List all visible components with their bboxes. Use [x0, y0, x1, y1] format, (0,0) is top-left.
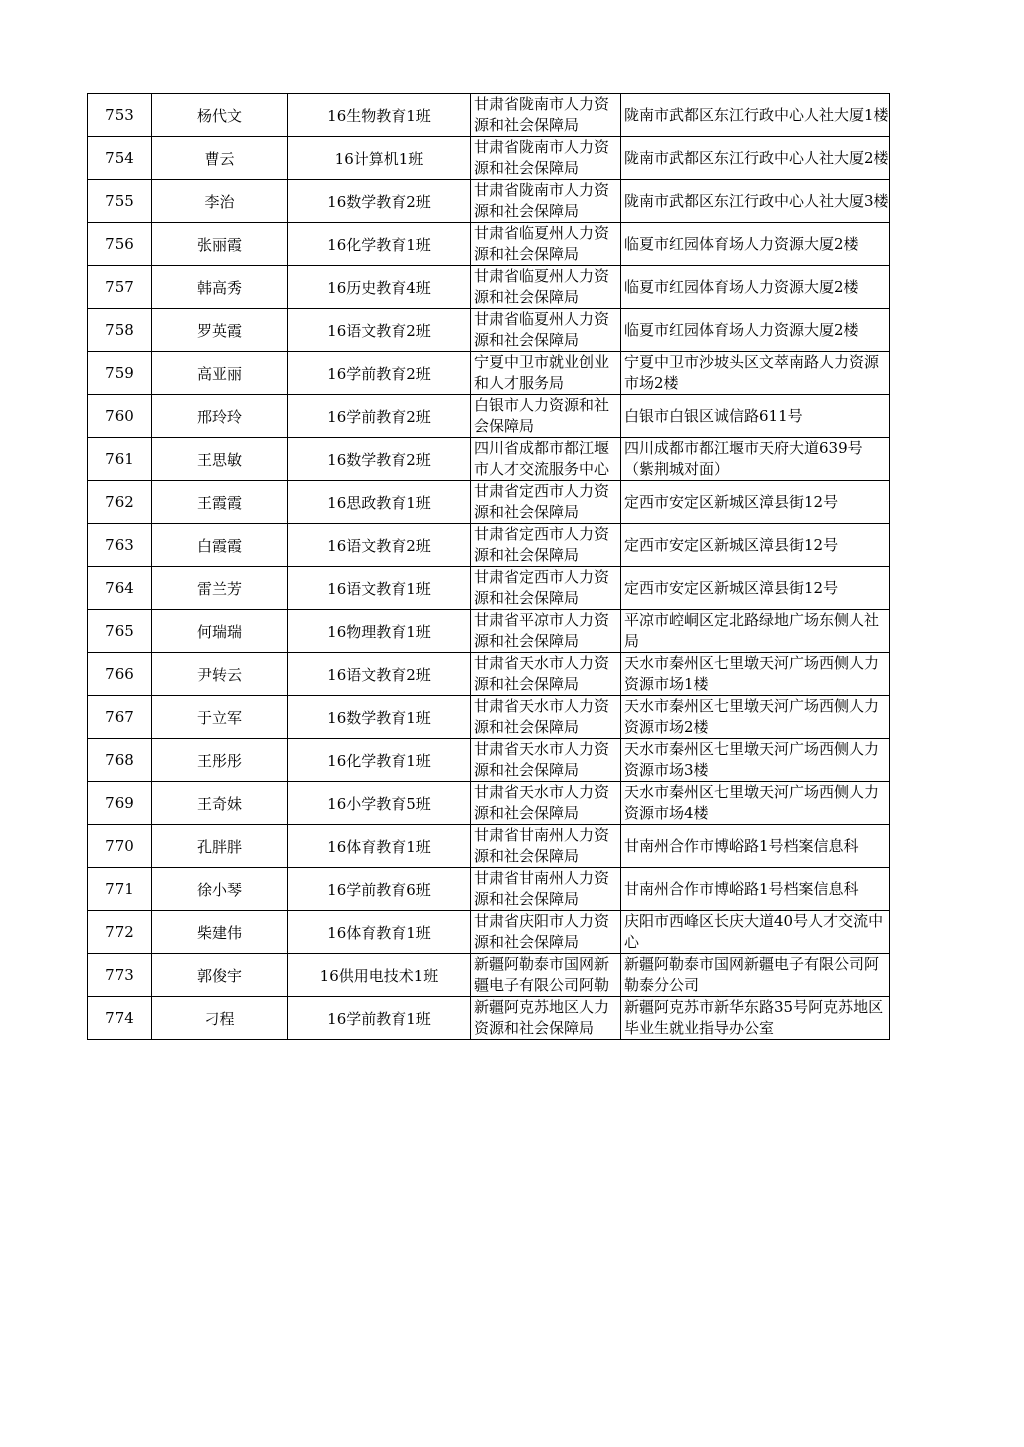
name-cell: 罗英霞: [152, 309, 288, 352]
name-cell: 尹转云: [152, 653, 288, 696]
organization-cell-text: 新疆阿勒泰市国网新疆电子有限公司阿勒: [474, 955, 610, 994]
organization-cell-text: 甘肃省临夏州人力资源和社会保障局: [474, 267, 610, 306]
address-cell-text: 天水市秦州区七里墩天河广场西侧人力资源市场4楼: [624, 783, 880, 822]
table-row: [88, 954, 890, 997]
table-row: [88, 137, 890, 180]
class-cell: 16学前教育2班: [288, 395, 471, 438]
organization-cell: [471, 137, 621, 180]
row-number-cell: 770: [88, 825, 152, 868]
row-number-cell: 764: [88, 567, 152, 610]
address-cell-text: 陇南市武都区东江行政中心人社大厦1楼: [624, 105, 889, 124]
row-number-cell: 765: [88, 610, 152, 653]
row-number-cell: 766: [88, 653, 152, 696]
address-cell: [621, 997, 890, 1040]
name-cell: 白霞霞: [152, 524, 288, 567]
class-cell: 16生物教育1班: [288, 94, 471, 137]
table-row: [88, 223, 890, 266]
address-cell-text: 定西市安定区新城区漳县街12号: [624, 578, 839, 597]
organization-cell-text: 甘肃省临夏州人力资源和社会保障局: [474, 310, 610, 349]
address-cell: [621, 94, 890, 137]
table-row: [88, 997, 890, 1040]
organization-cell-text: 白银市人力资源和社会保障局: [474, 396, 610, 435]
address-cell-text: 陇南市武都区东江行政中心人社大厦2楼: [624, 148, 889, 167]
address-cell: [621, 782, 890, 825]
address-cell-text: 陇南市武都区东江行政中心人社大厦3楼: [624, 191, 889, 210]
organization-cell: [471, 997, 621, 1040]
address-cell: [621, 438, 890, 481]
name-cell: 于立军: [152, 696, 288, 739]
table-row: [88, 524, 890, 567]
class-cell: 16学前教育6班: [288, 868, 471, 911]
row-number-cell: 755: [88, 180, 152, 223]
table-row: [88, 481, 890, 524]
name-cell: 王霞霞: [152, 481, 288, 524]
table-row: [88, 180, 890, 223]
organization-cell-text: 甘肃省陇南市人力资源和社会保障局: [474, 138, 610, 177]
class-cell: 16化学教育1班: [288, 223, 471, 266]
class-cell: 16体育教育1班: [288, 825, 471, 868]
row-number-cell: 767: [88, 696, 152, 739]
address-cell-text: 天水市秦州区七里墩天河广场西侧人力资源市场2楼: [624, 697, 880, 736]
row-number-cell: 771: [88, 868, 152, 911]
organization-cell: [471, 223, 621, 266]
organization-cell: [471, 524, 621, 567]
row-number-cell: 753: [88, 94, 152, 137]
organization-cell: [471, 94, 621, 137]
address-cell-text: 新疆阿克苏市新华东路35号阿克苏地区毕业生就业指导办公室: [624, 998, 884, 1037]
organization-cell-text: 甘肃省天水市人力资源和社会保障局: [474, 740, 610, 779]
table-row: [88, 352, 890, 395]
address-cell-text: 天水市秦州区七里墩天河广场西侧人力资源市场3楼: [624, 740, 880, 779]
class-cell: 16语文教育1班: [288, 567, 471, 610]
name-cell: 雷兰芳: [152, 567, 288, 610]
organization-cell: [471, 954, 621, 997]
address-cell: [621, 266, 890, 309]
address-cell: [621, 868, 890, 911]
name-cell: 高亚丽: [152, 352, 288, 395]
address-cell-text: 甘南州合作市博峪路1号档案信息科: [624, 879, 859, 898]
class-cell: 16学前教育2班: [288, 352, 471, 395]
table-row: [88, 610, 890, 653]
name-cell: 李治: [152, 180, 288, 223]
organization-cell: [471, 911, 621, 954]
name-cell: 徐小琴: [152, 868, 288, 911]
row-number-cell: 760: [88, 395, 152, 438]
row-number-cell: 774: [88, 997, 152, 1040]
organization-cell: [471, 610, 621, 653]
table-row: [88, 782, 890, 825]
table-row: [88, 653, 890, 696]
name-cell: 孔胖胖: [152, 825, 288, 868]
name-cell: 刁程: [152, 997, 288, 1040]
table-row: [88, 438, 890, 481]
address-cell: [621, 911, 890, 954]
class-cell: 16数学教育2班: [288, 438, 471, 481]
organization-cell: [471, 868, 621, 911]
name-cell: 韩高秀: [152, 266, 288, 309]
address-cell: [621, 481, 890, 524]
class-cell: 16历史教育4班: [288, 266, 471, 309]
class-cell: 16数学教育2班: [288, 180, 471, 223]
organization-cell-text: 四川省成都市都江堰市人才交流服务中心: [474, 439, 610, 478]
table-row: [88, 266, 890, 309]
organization-cell: [471, 352, 621, 395]
address-cell: [621, 352, 890, 395]
organization-cell-text: 甘肃省庆阳市人力资源和社会保障局: [474, 912, 610, 951]
name-cell: 邢玲玲: [152, 395, 288, 438]
organization-cell: [471, 266, 621, 309]
row-number-cell: 769: [88, 782, 152, 825]
address-cell-text: 白银市白银区诚信路611号: [624, 406, 803, 425]
organization-cell-text: 甘肃省甘南州人力资源和社会保障局: [474, 869, 610, 908]
name-cell: 杨代文: [152, 94, 288, 137]
address-cell-text: 庆阳市西峰区长庆大道40号人才交流中心: [624, 912, 884, 951]
class-cell: 16物理教育1班: [288, 610, 471, 653]
class-cell: 16供用电技术1班: [288, 954, 471, 997]
name-cell: 郭俊宇: [152, 954, 288, 997]
address-cell-text: 临夏市红园体育场人力资源大厦2楼: [624, 234, 859, 253]
address-cell-text: 天水市秦州区七里墩天河广场西侧人力资源市场1楼: [624, 654, 880, 693]
address-cell: [621, 610, 890, 653]
name-cell: 柴建伟: [152, 911, 288, 954]
address-cell-text: 临夏市红园体育场人力资源大厦2楼: [624, 277, 859, 296]
address-cell-text: 平凉市崆峒区定北路绿地广场东侧人社局: [624, 611, 880, 650]
class-cell: 16计算机1班: [288, 137, 471, 180]
organization-cell: [471, 567, 621, 610]
class-cell: 16思政教育1班: [288, 481, 471, 524]
address-cell-text: 宁夏中卫市沙坡头区文萃南路人力资源市场2楼: [624, 353, 880, 392]
address-cell: [621, 524, 890, 567]
class-cell: 16语文教育2班: [288, 309, 471, 352]
table-row: [88, 696, 890, 739]
organization-cell-text: 甘肃省陇南市人力资源和社会保障局: [474, 181, 610, 220]
organization-cell: [471, 782, 621, 825]
organization-cell-text: 甘肃省平凉市人力资源和社会保障局: [474, 611, 610, 650]
table-row: [88, 911, 890, 954]
organization-cell: [471, 653, 621, 696]
name-cell: 曹云: [152, 137, 288, 180]
name-cell: 王奇妹: [152, 782, 288, 825]
organization-cell: [471, 309, 621, 352]
organization-cell-text: 甘肃省天水市人力资源和社会保障局: [474, 654, 610, 693]
name-cell: 张丽霞: [152, 223, 288, 266]
address-cell: [621, 954, 890, 997]
address-cell-text: 新疆阿勒泰市国网新疆电子有限公司阿勒泰分公司: [624, 955, 880, 994]
name-cell: 王思敏: [152, 438, 288, 481]
table-body: [88, 94, 890, 1040]
address-cell: [621, 739, 890, 782]
address-cell-text: 定西市安定区新城区漳县街12号: [624, 535, 839, 554]
table-row: [88, 739, 890, 782]
row-number-cell: 757: [88, 266, 152, 309]
organization-cell-text: 甘肃省甘南州人力资源和社会保障局: [474, 826, 610, 865]
organization-cell-text: 甘肃省天水市人力资源和社会保障局: [474, 697, 610, 736]
address-cell-text: 甘南州合作市博峪路1号档案信息科: [624, 836, 859, 855]
row-number-cell: 768: [88, 739, 152, 782]
row-number-cell: 754: [88, 137, 152, 180]
table-row: [88, 868, 890, 911]
organization-cell-text: 宁夏中卫市就业创业和人才服务局: [474, 353, 610, 392]
organization-cell-text: 甘肃省临夏州人力资源和社会保障局: [474, 224, 610, 263]
organization-cell: [471, 395, 621, 438]
address-cell: [621, 309, 890, 352]
organization-cell: [471, 180, 621, 223]
address-cell: [621, 223, 890, 266]
class-cell: 16语文教育2班: [288, 653, 471, 696]
name-cell: 王彤彤: [152, 739, 288, 782]
address-cell: [621, 137, 890, 180]
address-cell: [621, 180, 890, 223]
address-cell-text: 临夏市红园体育场人力资源大厦2楼: [624, 320, 859, 339]
row-number-cell: 763: [88, 524, 152, 567]
organization-cell: [471, 438, 621, 481]
organization-cell-text: 甘肃省定西市人力资源和社会保障局: [474, 482, 610, 521]
class-cell: 16学前教育1班: [288, 997, 471, 1040]
row-number-cell: 762: [88, 481, 152, 524]
table-row: [88, 395, 890, 438]
organization-cell: [471, 696, 621, 739]
name-cell: 何瑞瑞: [152, 610, 288, 653]
organization-cell: [471, 739, 621, 782]
organization-cell: [471, 825, 621, 868]
organization-cell-text: 甘肃省天水市人力资源和社会保障局: [474, 783, 610, 822]
table-row: [88, 567, 890, 610]
row-number-cell: 772: [88, 911, 152, 954]
address-cell: [621, 653, 890, 696]
address-cell: [621, 395, 890, 438]
table-row: [88, 309, 890, 352]
organization-cell: [471, 481, 621, 524]
row-number-cell: 761: [88, 438, 152, 481]
table-row: [88, 825, 890, 868]
address-cell: [621, 825, 890, 868]
table-row: [88, 94, 890, 137]
organization-cell-text: 甘肃省陇南市人力资源和社会保障局: [474, 95, 610, 134]
organization-cell-text: 新疆阿克苏地区人力资源和社会保障局: [474, 998, 610, 1037]
class-cell: 16语文教育2班: [288, 524, 471, 567]
address-cell: [621, 567, 890, 610]
data-table: [87, 93, 890, 1040]
class-cell: 16化学教育1班: [288, 739, 471, 782]
address-cell: [621, 696, 890, 739]
row-number-cell: 773: [88, 954, 152, 997]
row-number-cell: 758: [88, 309, 152, 352]
class-cell: 16数学教育1班: [288, 696, 471, 739]
class-cell: 16体育教育1班: [288, 911, 471, 954]
address-cell-text: 定西市安定区新城区漳县街12号: [624, 492, 839, 511]
row-number-cell: 759: [88, 352, 152, 395]
class-cell: 16小学教育5班: [288, 782, 471, 825]
organization-cell-text: 甘肃省定西市人力资源和社会保障局: [474, 525, 610, 564]
address-cell-text: 四川成都市都江堰市天府大道639号（紫荆城对面）: [624, 439, 863, 478]
organization-cell-text: 甘肃省定西市人力资源和社会保障局: [474, 568, 610, 607]
row-number-cell: 756: [88, 223, 152, 266]
